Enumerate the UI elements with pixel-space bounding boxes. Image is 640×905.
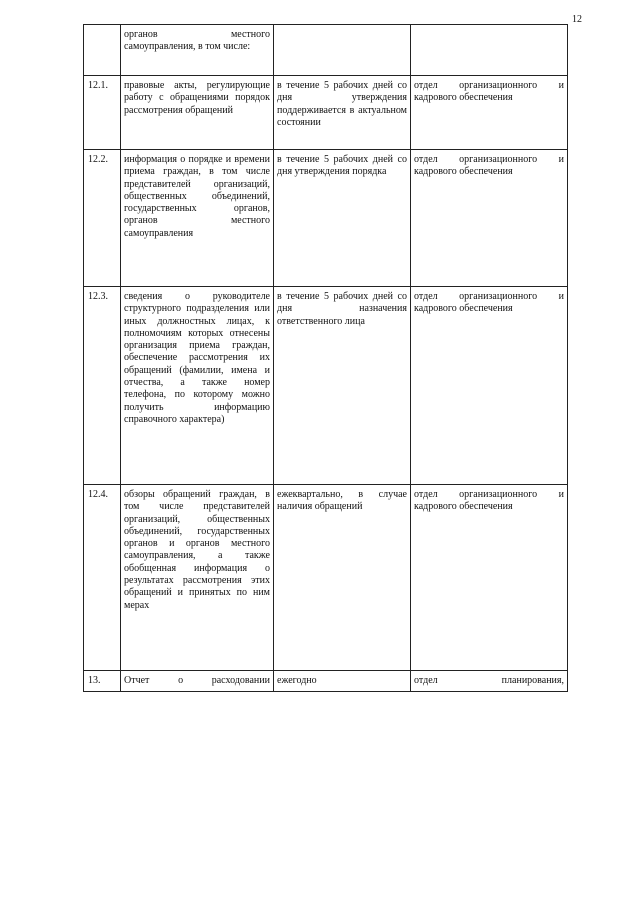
plan-table bbox=[83, 24, 568, 692]
responsible-cell: отдел планирования, bbox=[411, 671, 568, 692]
table-row bbox=[84, 76, 568, 150]
table-row bbox=[84, 150, 568, 287]
term-cell: ежеквартально, в случае наличия обращений bbox=[274, 485, 411, 671]
table-row bbox=[84, 671, 568, 692]
information-cell: Отчет о расходовании bbox=[121, 671, 274, 692]
term-cell: в течение 5 рабочих дней со дня назначения ответственного лица bbox=[274, 287, 411, 485]
table-row bbox=[84, 25, 568, 76]
responsible-cell bbox=[411, 25, 568, 76]
term-cell bbox=[274, 25, 411, 76]
information-cell: правовые акты, регулирующие работу с обращениями порядок рассмотрения обращений bbox=[121, 76, 274, 150]
table-row bbox=[84, 287, 568, 485]
row-number bbox=[84, 25, 121, 76]
term-cell: в течение 5 рабочих дней со дня утверждения поддерживается в актуальном состоянии bbox=[274, 76, 411, 150]
row-number: 12.4. bbox=[84, 485, 121, 671]
responsible-cell: отдел организационного и кадрового обеспечения bbox=[411, 287, 568, 485]
row-number: 12.3. bbox=[84, 287, 121, 485]
term-cell: ежегодно bbox=[274, 671, 411, 692]
information-cell: органов местного самоуправления, в том числе: bbox=[121, 25, 274, 76]
row-number: 12.2. bbox=[84, 150, 121, 287]
row-number: 13. bbox=[84, 671, 121, 692]
term-cell: в течение 5 рабочих дней со дня утверждения порядка bbox=[274, 150, 411, 287]
row-number: 12.1. bbox=[84, 76, 121, 150]
information-cell: обзоры обращений граждан, в том числе представителей организаций, общественных объединений, государственных органов и органов местного самоуправления, а также обобщенная информация о результатах рассмотрения этих обращений и принятых по ним мерах bbox=[121, 485, 274, 671]
responsible-cell: отдел организационного и кадрового обеспечения bbox=[411, 485, 568, 671]
information-cell: сведения о руководителе структурного подразделения или иных должностных лицах, к полномочиям которых отнесены организация приема граждан, обеспечение рассмотрения их обращений (фамилии, имена и отчества, а также номер телефона, по которому можно получить информацию справочного характера) bbox=[121, 287, 274, 485]
page-number: 12 bbox=[572, 14, 582, 25]
table-row bbox=[84, 485, 568, 671]
responsible-cell: отдел организационного и кадрового обеспечения bbox=[411, 150, 568, 287]
responsible-cell: отдел организационного и кадрового обеспечения bbox=[411, 76, 568, 150]
information-cell: информация о порядке и времени приема граждан, в том числе представителей организаций, общественных объединений, государственных органов, органов местного самоуправления bbox=[121, 150, 274, 287]
